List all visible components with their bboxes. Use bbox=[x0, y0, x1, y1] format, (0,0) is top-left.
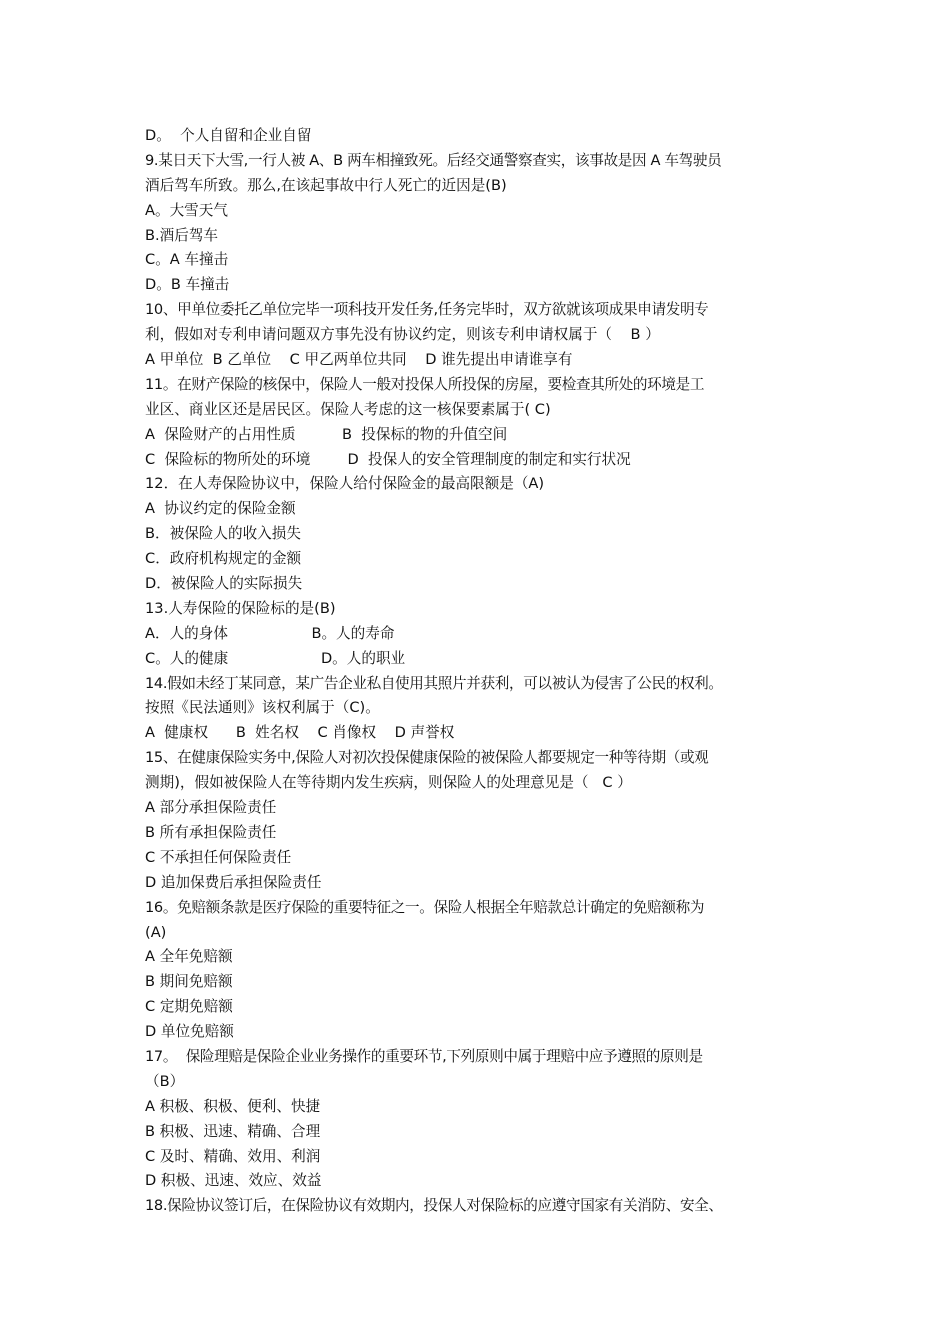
answer-option: B.酒后驾车 bbox=[145, 226, 219, 244]
question-text: 10、甲单位委托乙单位完毕一项科技开发任务,任务完毕时，双方欲就该项成果申请发明专 bbox=[145, 301, 709, 319]
question-text: 业区、商业区还是居民区。保险人考虑的这一核保要素属于( C) bbox=[145, 400, 551, 418]
answer-option: D 积极、迅速、效应、效益 bbox=[145, 1172, 322, 1190]
question-text: 9.某日天下大雪,一行人被 A、B 两车相撞致死。后经交通警察查实，该事故是因 A 车驾驶员 bbox=[145, 151, 722, 169]
answer-option: D 单位免赔额 bbox=[145, 1023, 234, 1041]
answer-option: A 保险财产的占用性质 B 投保标的物的升值空间 bbox=[145, 425, 508, 443]
answer-option: D．被保险人的实际损失 bbox=[145, 575, 303, 593]
answer-option: B．被保险人的收入损失 bbox=[145, 525, 301, 543]
answer-option: C。人的健康 D。人的职业 bbox=[145, 649, 406, 667]
answer-option: C 保险标的物所处的环境 D 投保人的安全管理制度的制定和实行状况 bbox=[145, 450, 631, 468]
answer-option: D。B 车撞击 bbox=[145, 276, 230, 294]
answer-option: A 全年免赔额 bbox=[145, 948, 233, 966]
text-line: D。 个人自留和企业自留 bbox=[145, 127, 312, 144]
question-text: 利，假如对专利申请问题双方事先没有协议约定，则该专利申请权属于（ B ） bbox=[145, 326, 660, 344]
question-text: 15、在健康保险实务中,保险人对初次投保健康保险的被保险人都要规定一种等待期（或观 bbox=[145, 749, 709, 767]
question-text: 17。 保险理赔是保险企业业务操作的重要环节,下列原则中属于理赔中应予遵照的原则是 bbox=[145, 1047, 703, 1065]
question-text: 12．在人寿保险协议中，保险人给付保险金的最高限额是（A) bbox=[145, 475, 545, 493]
question-text: 16。免赔额条款是医疗保险的重要特征之一。保险人根据全年赔款总计确定的免赔额称为 bbox=[145, 898, 705, 916]
question-text: 18.保险协议签订后，在保险协议有效期内，投保人对保险标的应遵守国家有关消防、安全、 bbox=[145, 1197, 723, 1215]
answer-option: A．人的身体 B。人的寿命 bbox=[145, 624, 395, 642]
question-text: 测期)，假如被保险人在等待期内发生疾病，则保险人的处理意见是（ C ） bbox=[145, 774, 632, 792]
answer-option: C 定期免赔额 bbox=[145, 998, 233, 1016]
answer-option: A 协议约定的保险金额 bbox=[145, 500, 296, 518]
question-text: （B） bbox=[145, 1072, 185, 1090]
document-body bbox=[145, 124, 825, 1219]
answer-option: A 积极、积极、便利、快捷 bbox=[145, 1097, 321, 1115]
answer-option: C。A 车撞击 bbox=[145, 251, 229, 269]
answer-option: C．政府机构规定的金额 bbox=[145, 550, 302, 568]
question-text: 按照《民法通则》该权利属于（C)。 bbox=[145, 699, 380, 717]
answer-option: A 部分承担保险责任 bbox=[145, 799, 277, 817]
answer-option: A 健康权 B 姓名权 C 肖像权 D 声誉权 bbox=[145, 724, 455, 742]
question-text: 13.人寿保险的保险标的是(B) bbox=[145, 599, 336, 617]
question-text: 酒后驾车所致。那么,在该起事故中行人死亡的近因是(B) bbox=[145, 176, 507, 194]
question-text: 11。在财产保险的核保中，保险人一般对投保人所投保的房屋，要检查其所处的环境是工 bbox=[145, 375, 705, 393]
answer-option: B 积极、迅速、精确、合理 bbox=[145, 1122, 321, 1140]
answer-option: C 不承担任何保险责任 bbox=[145, 848, 292, 866]
answer-option: C 及时、精确、效用、利润 bbox=[145, 1147, 321, 1165]
question-text: (A) bbox=[145, 923, 167, 941]
question-text: 14.假如未经丁某同意，某广告企业私自使用其照片并获利，可以被认为侵害了公民的权利。 bbox=[145, 674, 723, 692]
answer-option: D 追加保费后承担保险责任 bbox=[145, 873, 322, 891]
answer-option: A 甲单位 B 乙单位 C 甲乙两单位共同 D 谁先提出申请谁享有 bbox=[145, 351, 573, 369]
answer-option: B 所有承担保险责任 bbox=[145, 823, 277, 841]
answer-option: B 期间免赔额 bbox=[145, 973, 233, 991]
answer-option: A。大雪天气 bbox=[145, 201, 228, 219]
